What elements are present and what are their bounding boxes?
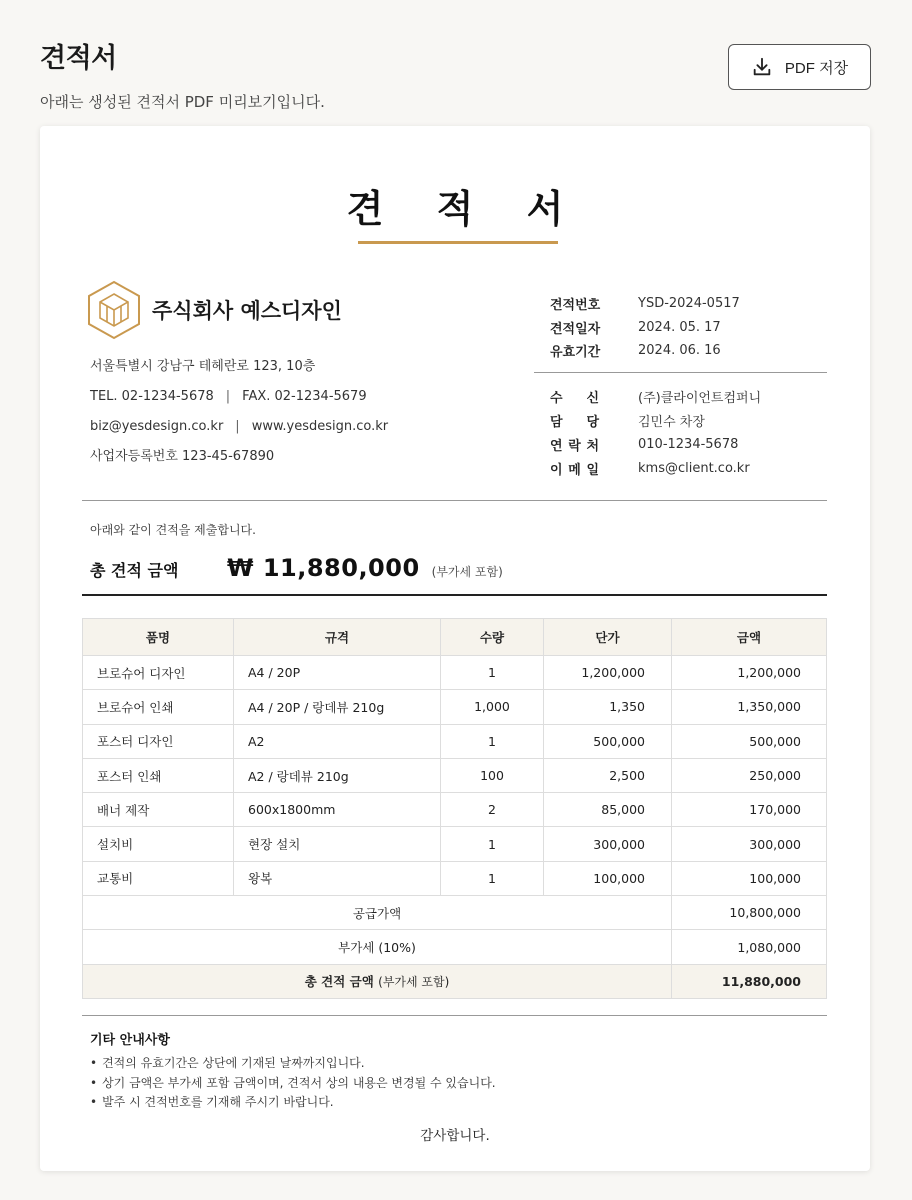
column-header: 수량 bbox=[441, 619, 544, 656]
separator: | bbox=[235, 419, 240, 434]
cell-unit-price: 85,000 bbox=[544, 793, 672, 827]
recipient-row-to bbox=[550, 384, 761, 408]
quote-sheet bbox=[40, 126, 870, 1171]
cell-amount: 300,000 bbox=[672, 827, 827, 861]
table-row bbox=[83, 827, 827, 861]
page-subtitle: 아래는 생성된 견적서 PDF 미리보기입니다. bbox=[40, 93, 325, 111]
separator: | bbox=[225, 389, 231, 404]
label-char: 메 bbox=[568, 462, 581, 478]
recipient-value: 김민수 차장 bbox=[638, 414, 705, 430]
meta-row-quote-number bbox=[550, 292, 740, 316]
cell-amount: 1,350,000 bbox=[672, 690, 827, 724]
pdf-save-button[interactable] bbox=[728, 44, 871, 90]
company-email: biz@yesdesign.co.kr bbox=[90, 419, 224, 434]
grand-total-row bbox=[83, 964, 827, 998]
label-char: 당 bbox=[586, 414, 599, 430]
supply-value: 10,800,000 bbox=[672, 896, 827, 930]
meta-label: 견적번호 bbox=[550, 298, 601, 314]
column-header: 금액 bbox=[672, 619, 827, 656]
cell-spec: A4 / 20P bbox=[234, 656, 441, 690]
grand-total-label-cell bbox=[83, 964, 672, 998]
cell-item: 교통비 bbox=[83, 861, 234, 895]
submit-text: 아래와 같이 견적을 제출합니다. bbox=[90, 523, 256, 537]
meta-row-quote-date bbox=[550, 316, 740, 340]
cell-qty: 1,000 bbox=[441, 690, 544, 724]
supply-row bbox=[83, 896, 827, 930]
label-char: 이 bbox=[550, 462, 563, 478]
cell-item: 브로슈어 디자인 bbox=[83, 656, 234, 690]
recipient-value: (주)클라이언트컴퍼니 bbox=[638, 390, 762, 406]
total-summary bbox=[90, 554, 503, 582]
document-title: 견 적 서 bbox=[346, 187, 584, 231]
recipient-label bbox=[550, 411, 638, 430]
table-row bbox=[83, 724, 827, 758]
title-underline bbox=[358, 241, 558, 244]
table-row bbox=[83, 656, 827, 690]
cell-amount: 100,000 bbox=[672, 861, 827, 895]
quote-meta bbox=[550, 292, 740, 363]
note-item: • 발주 시 견적번호를 기재해 주시기 바랍니다. bbox=[90, 1093, 496, 1113]
cell-unit-price: 1,200,000 bbox=[544, 656, 672, 690]
cell-amount: 250,000 bbox=[672, 758, 827, 792]
cell-item: 설치비 bbox=[83, 827, 234, 861]
download-icon bbox=[751, 56, 773, 78]
label-char: 일 bbox=[586, 462, 599, 478]
cell-qty: 1 bbox=[441, 861, 544, 895]
vat-label: 부가세 (10%) bbox=[83, 930, 672, 964]
label-char: 연 bbox=[550, 438, 563, 454]
meta-label: 유효기간 bbox=[550, 345, 601, 361]
meta-row-valid-until bbox=[550, 339, 740, 363]
recipient-value: 010-1234-5678 bbox=[638, 436, 739, 452]
company-logo-icon bbox=[86, 280, 142, 340]
company-name: 주식회사 예스디자인 bbox=[152, 299, 342, 323]
thanks-text: 감사합니다. bbox=[420, 1128, 490, 1144]
company-biz-number: 사업자등록번호 123-45-67890 bbox=[90, 449, 275, 464]
recipient-row-email bbox=[550, 456, 761, 480]
cell-item: 브로슈어 인쇄 bbox=[83, 690, 234, 724]
grand-total-label: 총 견적 금액 bbox=[304, 974, 374, 990]
label-char: 수 bbox=[550, 390, 563, 406]
recipient-label bbox=[550, 387, 638, 406]
cell-unit-price: 2,500 bbox=[544, 758, 672, 792]
cell-qty: 1 bbox=[441, 724, 544, 758]
cell-spec: A2 / 랑데뷰 210g bbox=[234, 758, 441, 792]
grand-total-value: 11,880,000 bbox=[672, 964, 827, 998]
cell-qty: 100 bbox=[441, 758, 544, 792]
table-header-row bbox=[83, 619, 827, 656]
cell-amount: 500,000 bbox=[672, 724, 827, 758]
recipient-row-manager bbox=[550, 408, 761, 432]
cell-spec: 왕복 bbox=[234, 861, 441, 895]
recipient-label bbox=[550, 459, 638, 478]
cell-spec: A2 bbox=[234, 724, 441, 758]
company-phone-line bbox=[90, 389, 388, 419]
table-row bbox=[83, 793, 827, 827]
table-row bbox=[83, 690, 827, 724]
company-tel: TEL. 02-1234-5678 bbox=[90, 389, 214, 404]
section-divider bbox=[82, 500, 827, 501]
recipient-label bbox=[550, 435, 638, 454]
label-char: 담 bbox=[550, 414, 563, 430]
total-label: 총 견적 금액 bbox=[90, 561, 179, 580]
recipient-value: kms@client.co.kr bbox=[638, 460, 750, 476]
grand-total-note: (부가세 포함) bbox=[378, 975, 450, 990]
notes-title: 기타 안내사항 bbox=[90, 1033, 170, 1048]
table-row bbox=[83, 758, 827, 792]
cell-unit-price: 500,000 bbox=[544, 724, 672, 758]
vat-row bbox=[83, 930, 827, 964]
label-char: 락 bbox=[568, 438, 581, 454]
notes-divider bbox=[82, 1015, 827, 1016]
company-website: www.yesdesign.co.kr bbox=[251, 419, 389, 434]
cell-spec: 현장 설치 bbox=[234, 827, 441, 861]
label-char: 처 bbox=[586, 438, 599, 454]
cell-qty: 1 bbox=[441, 827, 544, 861]
meta-value: YSD-2024-0517 bbox=[638, 296, 740, 312]
cell-unit-price: 300,000 bbox=[544, 827, 672, 861]
note-item: • 상기 금액은 부가세 포함 금액이며, 견적서 상의 내용은 변경될 수 있습니다. bbox=[90, 1074, 496, 1094]
pdf-save-label: PDF 저장 bbox=[784, 59, 849, 77]
cell-amount: 170,000 bbox=[672, 793, 827, 827]
company-fax: FAX. 02-1234-5679 bbox=[242, 389, 367, 404]
label-char: 신 bbox=[586, 390, 599, 406]
cell-qty: 1 bbox=[441, 656, 544, 690]
supply-label: 공급가액 bbox=[83, 896, 672, 930]
cell-spec: 600x1800mm bbox=[234, 793, 441, 827]
company-contact-line bbox=[90, 419, 388, 449]
cell-item: 포스터 인쇄 bbox=[83, 758, 234, 792]
meta-value: 2024. 06. 16 bbox=[638, 343, 721, 359]
meta-divider bbox=[534, 372, 827, 373]
company-address: 서울특별시 강남구 테헤란로 123, 10층 bbox=[90, 359, 316, 374]
total-divider bbox=[82, 594, 827, 596]
table-row bbox=[83, 861, 827, 895]
cell-spec: A4 / 20P / 랑데뷰 210g bbox=[234, 690, 441, 724]
column-header: 규격 bbox=[234, 619, 441, 656]
cell-amount: 1,200,000 bbox=[672, 656, 827, 690]
meta-label: 견적일자 bbox=[550, 321, 601, 337]
note-item: • 견적의 유효기간은 상단에 기재된 날짜까지입니다. bbox=[90, 1054, 496, 1074]
page-title: 견적서 bbox=[40, 43, 117, 74]
cell-item: 포스터 디자인 bbox=[83, 724, 234, 758]
recipient-row-contact bbox=[550, 432, 761, 456]
column-header: 단가 bbox=[544, 619, 672, 656]
notes-section bbox=[90, 1029, 496, 1113]
vat-value: 1,080,000 bbox=[672, 930, 827, 964]
items-table bbox=[82, 618, 827, 999]
meta-value: 2024. 05. 17 bbox=[638, 319, 721, 335]
cell-unit-price: 1,350 bbox=[544, 690, 672, 724]
total-amount: ₩ 11,880,000 bbox=[227, 554, 420, 582]
page-header bbox=[40, 36, 325, 112]
cell-qty: 2 bbox=[441, 793, 544, 827]
company-info bbox=[90, 359, 388, 479]
column-header: 품명 bbox=[83, 619, 234, 656]
recipient-info bbox=[550, 384, 761, 480]
cell-item: 배너 제작 bbox=[83, 793, 234, 827]
cell-unit-price: 100,000 bbox=[544, 861, 672, 895]
total-note: (부가세 포함) bbox=[431, 565, 503, 579]
